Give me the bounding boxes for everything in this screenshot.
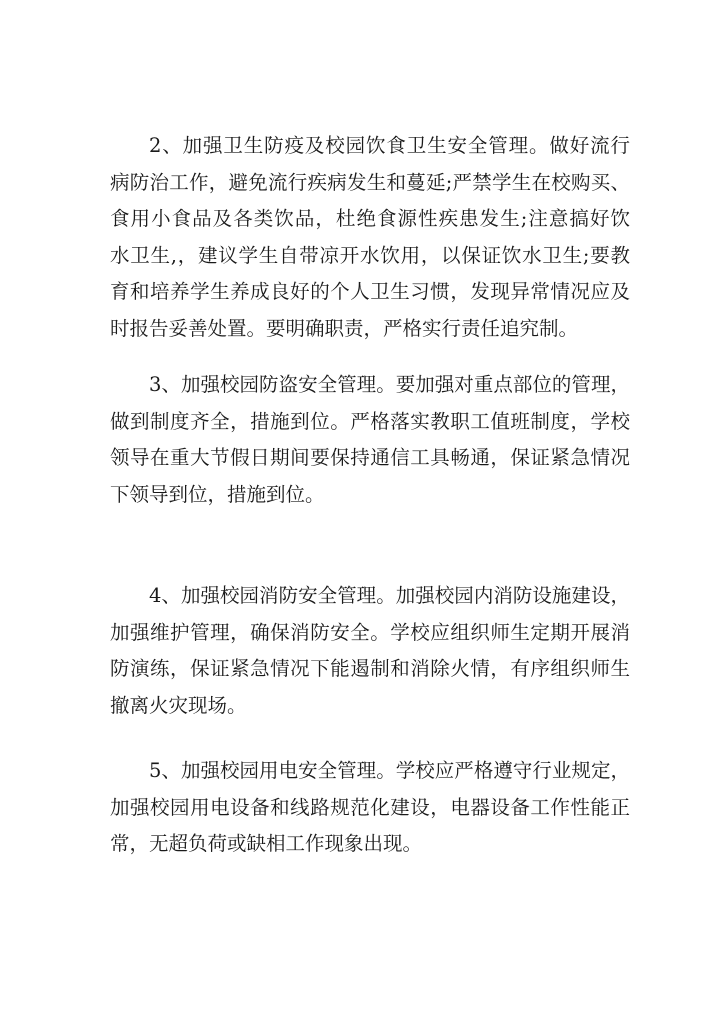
text-line: 4、加强校园消防安全管理。加强校园内消防设施建设， — [149, 584, 630, 607]
paragraph-theft-prevention — [110, 367, 630, 513]
text-line: 防演练，保证紧急情况下能遏制和消除火情，有序组织师生 — [110, 657, 630, 681]
text-line: 时报告妥善处置。要明确职责，严格实行责任追究制。 — [110, 316, 579, 340]
text-line: 5、加强校园用电安全管理。学校应严格遵守行业规定， — [149, 759, 630, 782]
text-line: 食用小食品及各类饮品，杜绝食源性疾患发生;注意搞好饮 — [110, 207, 630, 231]
text-line: 加强维护管理，确保消防安全。学校应组织师生定期开展消 — [110, 620, 630, 644]
text-line: 病防治工作，避免流行疾病发生和蔓延;严禁学生在校购买、 — [110, 170, 630, 194]
text-line: 做到制度齐全，措施到位。严格落实教职工值班制度，学校 — [110, 409, 630, 433]
text-line: 3、加强校园防盗安全管理。要加强对重点部位的管理， — [149, 373, 630, 396]
text-line: 下领导到位，措施到位。 — [110, 482, 325, 506]
paragraph-electrical-safety — [110, 753, 630, 863]
text-line: 领导在重大节假日期间要保持通信工具畅通，保证紧急情况 — [110, 446, 630, 470]
text-line: 育和培养学生养成良好的个人卫生习惯，发现异常情况应及 — [110, 280, 630, 304]
paragraph-hygiene-safety — [110, 128, 630, 348]
text-line: 水卫生,，建议学生自带凉开水饮用，以保证饮水卫生;要教 — [110, 243, 630, 267]
text-line: 常，无超负荷或缺相工作现象出现。 — [110, 832, 423, 856]
text-line: 2、加强卫生防疫及校园饮食卫生安全管理。做好流行 — [149, 134, 630, 157]
text-line: 撤离火灾现场。 — [110, 693, 247, 717]
paragraph-fire-safety — [110, 578, 630, 724]
text-line: 加强校园用电设备和线路规范化建设，电器设备工作性能正 — [110, 795, 630, 819]
